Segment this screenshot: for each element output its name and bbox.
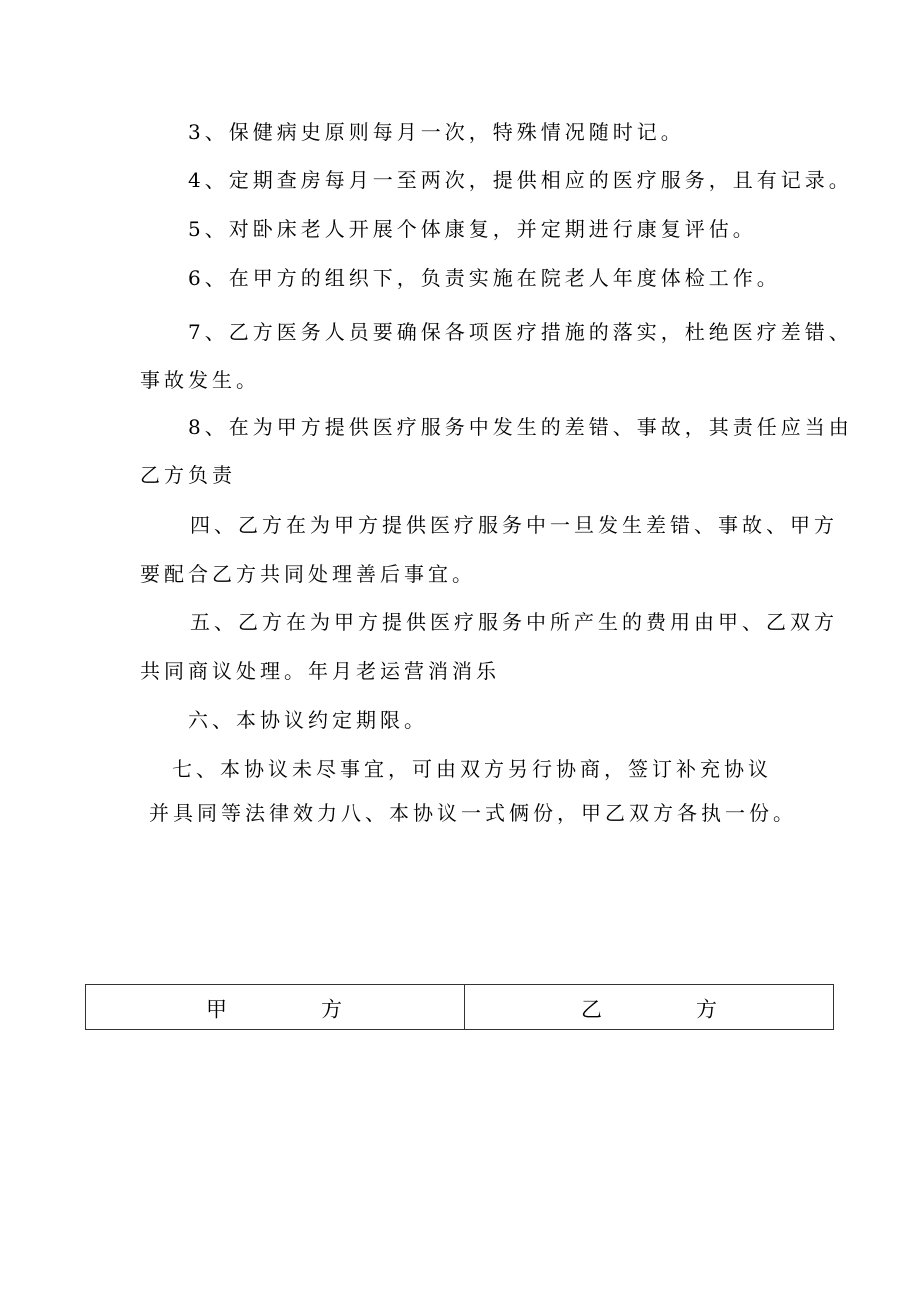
clause-8-line-2: 乙方负责 [140,463,236,487]
party-b-char-2: 方 [696,997,717,1022]
clause-7-line-2: 事故发生。 [140,368,260,392]
section-7-line-2: 并具同等法律效力八、本协议一式俩份，甲乙双方各执一份。 [149,801,797,825]
section-4-line-2: 要配合乙方共同处理善后事宜。 [140,562,476,586]
section-4-line-1: 四、乙方在为甲方提供医疗服务中一旦发生差错、事故、甲方 [190,513,838,537]
clause-4: 4、定期查房每月一至两次，提供相应的医疗服务，且有记录。 [188,168,853,192]
signature-table [85,984,834,1030]
clause-6: 6、在甲方的组织下，负责实施在院老人年度体检工作。 [188,266,781,290]
clause-5: 5、对卧床老人开展个体康复，并定期进行康复评估。 [188,217,757,241]
party-a-char-1: 甲 [206,997,227,1022]
section-6: 六、本协议约定期限。 [188,708,428,732]
clause-3: 3、保健病史原则每月一次，特殊情况随时记。 [188,120,685,144]
party-a-cell [86,985,465,1030]
section-7-line-1: 七、本协议未尽事宜，可由双方另行协商，签订补充协议 [172,757,772,781]
party-b-cell [465,985,834,1030]
party-a-char-2: 方 [321,997,342,1022]
signature-row [86,985,834,1030]
section-5-line-1: 五、乙方在为甲方提供医疗服务中所产生的费用由甲、乙双方 [190,610,838,634]
party-b-char-1: 乙 [581,997,602,1022]
clause-8-line-1: 8、在为甲方提供医疗服务中发生的差错、事故，其责任应当由 [188,415,853,439]
clause-7-line-1: 7、乙方医务人员要确保各项医疗措施的落实，杜绝医疗差错、 [188,320,853,344]
section-5-line-2: 共同商议处理。年月老运营消消乐 [140,659,500,683]
